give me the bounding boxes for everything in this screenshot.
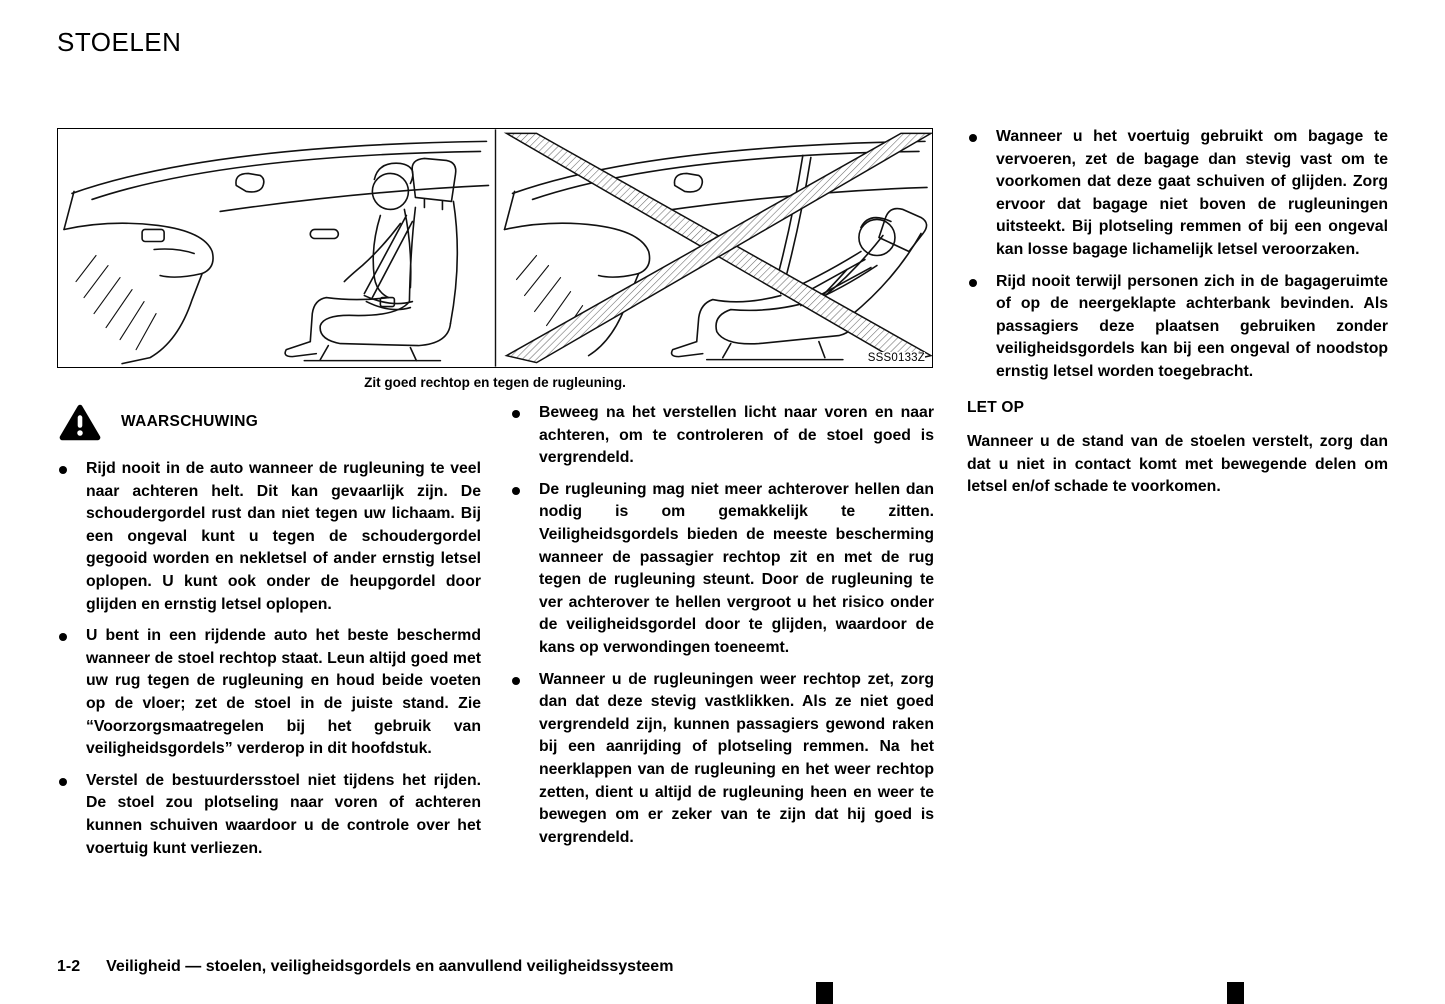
list-item bbox=[510, 479, 934, 660]
bullet-text: Verstel de bestuurdersstoel niet tijdens het rijden. De stoel zou plotseling naar voren of achteren kunnen schuiven waardoor u de controle over het voertuig kunt verliezen. bbox=[86, 771, 481, 857]
cross-out-x-icon bbox=[507, 133, 931, 362]
bullet-text: De rugleuning mag niet meer achterover hellen dan nodig is om gemakkelijk te zitten. Veiligheidsgordels bieden de meeste bescherming wanneer de passagier rechtop zit en met de rug tegen de rugleuning steunt. Door de rugleuning te ver achterover te hellen vergroot u het risico onder de veiligheidsgordel door te glijden, waardoor de kans op verwondingen toeneemt. bbox=[539, 480, 934, 656]
bullet-text: Beweeg na het verstellen licht naar voren en naar achteren, om te controleren of de stoel goed is vergrendeld. bbox=[539, 404, 934, 467]
bullet-icon bbox=[969, 279, 977, 287]
warning-triangle-icon bbox=[59, 404, 101, 441]
footer-section-title: Veiligheid — stoelen, veiligheidsgordels en aanvullend veiligheidssysteem bbox=[106, 958, 674, 975]
warning-title: WAARSCHUWING bbox=[121, 413, 259, 431]
column-middle bbox=[510, 402, 934, 858]
list-item bbox=[510, 402, 934, 470]
list-item bbox=[57, 458, 481, 616]
figure-caption: Zit goed rechtop en tegen de rugleuning. bbox=[364, 375, 626, 390]
bullet-icon bbox=[512, 487, 520, 495]
list-item bbox=[967, 126, 1388, 262]
bullet-icon bbox=[59, 633, 67, 641]
list-item bbox=[57, 770, 481, 860]
bullet-text: Rijd nooit in de auto wanneer de rugleuning te veel naar achteren helt. Dit kan gevaarlijk zijn. De schoudergordel rust dan niet tegen uw lichaam. Bij een ongeval kunt u tegen de schoudergordel gegooid worden en nekletsel of ander ernstig letsel oplopen. U kunt ook onder de heupgordel door glijden en ernstig letsel oplopen. bbox=[86, 460, 481, 613]
print-registration-mark bbox=[816, 982, 833, 1004]
warning-header bbox=[59, 404, 481, 441]
bullet-text: Rijd nooit terwijl personen zich in de bagageruimte of op de neergeklapte achterbank bevinden. Als passagiers deze plaatsen gebruiken zonder veiligheidsgordels kan bij een ongeval of noodstop ernstig letsel worden toegebracht. bbox=[996, 272, 1388, 380]
column-right bbox=[967, 126, 1388, 499]
page-title: STOELEN bbox=[57, 27, 182, 57]
list-item bbox=[967, 271, 1388, 384]
page-footer bbox=[57, 958, 673, 976]
bullet-icon bbox=[59, 466, 67, 474]
print-registration-mark bbox=[1227, 982, 1244, 1004]
page-number: 1-2 bbox=[57, 958, 81, 975]
bullet-text: Wanneer u de rugleuningen weer rechtop zet, zorg dan dat deze stevig vastklikken. Als ze niet goed vergrendeld zijn, kunnen passagiers gewond raken bij een aanrijding of plotseling remmen. Na het neerklappen van de rugleuning en het weer rechtop zetten, dient u altijd de rugleuning heen en weer te bewegen om er zeker van te zijn dat hij goed is vergrendeld. bbox=[539, 670, 934, 846]
bullet-icon bbox=[969, 134, 977, 142]
bullet-icon bbox=[512, 677, 520, 685]
list-item bbox=[510, 669, 934, 850]
bullet-icon bbox=[59, 778, 67, 786]
seat-illustration bbox=[58, 129, 932, 367]
bullet-text: Wanneer u het voertuig gebruikt om bagage te vervoeren, zet de bagage dan stevig vast om te voorkomen dat deze gaat schuiven of glijden. Zorg ervoor dat bagage niet boven de rugleuningen uitsteekt. Bij plotseling remmen of bij een ongeval kan losse bagage lichamelijk letsel veroorzaken. bbox=[996, 128, 1388, 258]
caution-heading: LET OP bbox=[967, 398, 1025, 416]
column-left bbox=[57, 404, 481, 869]
list-item bbox=[57, 625, 481, 761]
seat-illustration-figure bbox=[57, 128, 933, 368]
bullet-text: U bent in een rijdende auto het beste beschermd wanneer de stoel rechtop staat. Leun altijd goed met uw rug tegen de rugleuning en houd beide voeten op de vloer; zet de stoel in de juiste stand. Zie “Voorzorgsmaatregelen bij het gebruik van veiligheidsgordels” verderop in dit hoofdstuk. bbox=[86, 627, 481, 758]
figure-code: SSS0133Z bbox=[864, 352, 925, 364]
bullet-icon bbox=[512, 410, 520, 418]
caution-text: Wanneer u de stand van de stoelen verstelt, zorg dan dat u niet in contact komt met bewegende delen om letsel en/of schade te voorkomen. bbox=[967, 433, 1388, 496]
